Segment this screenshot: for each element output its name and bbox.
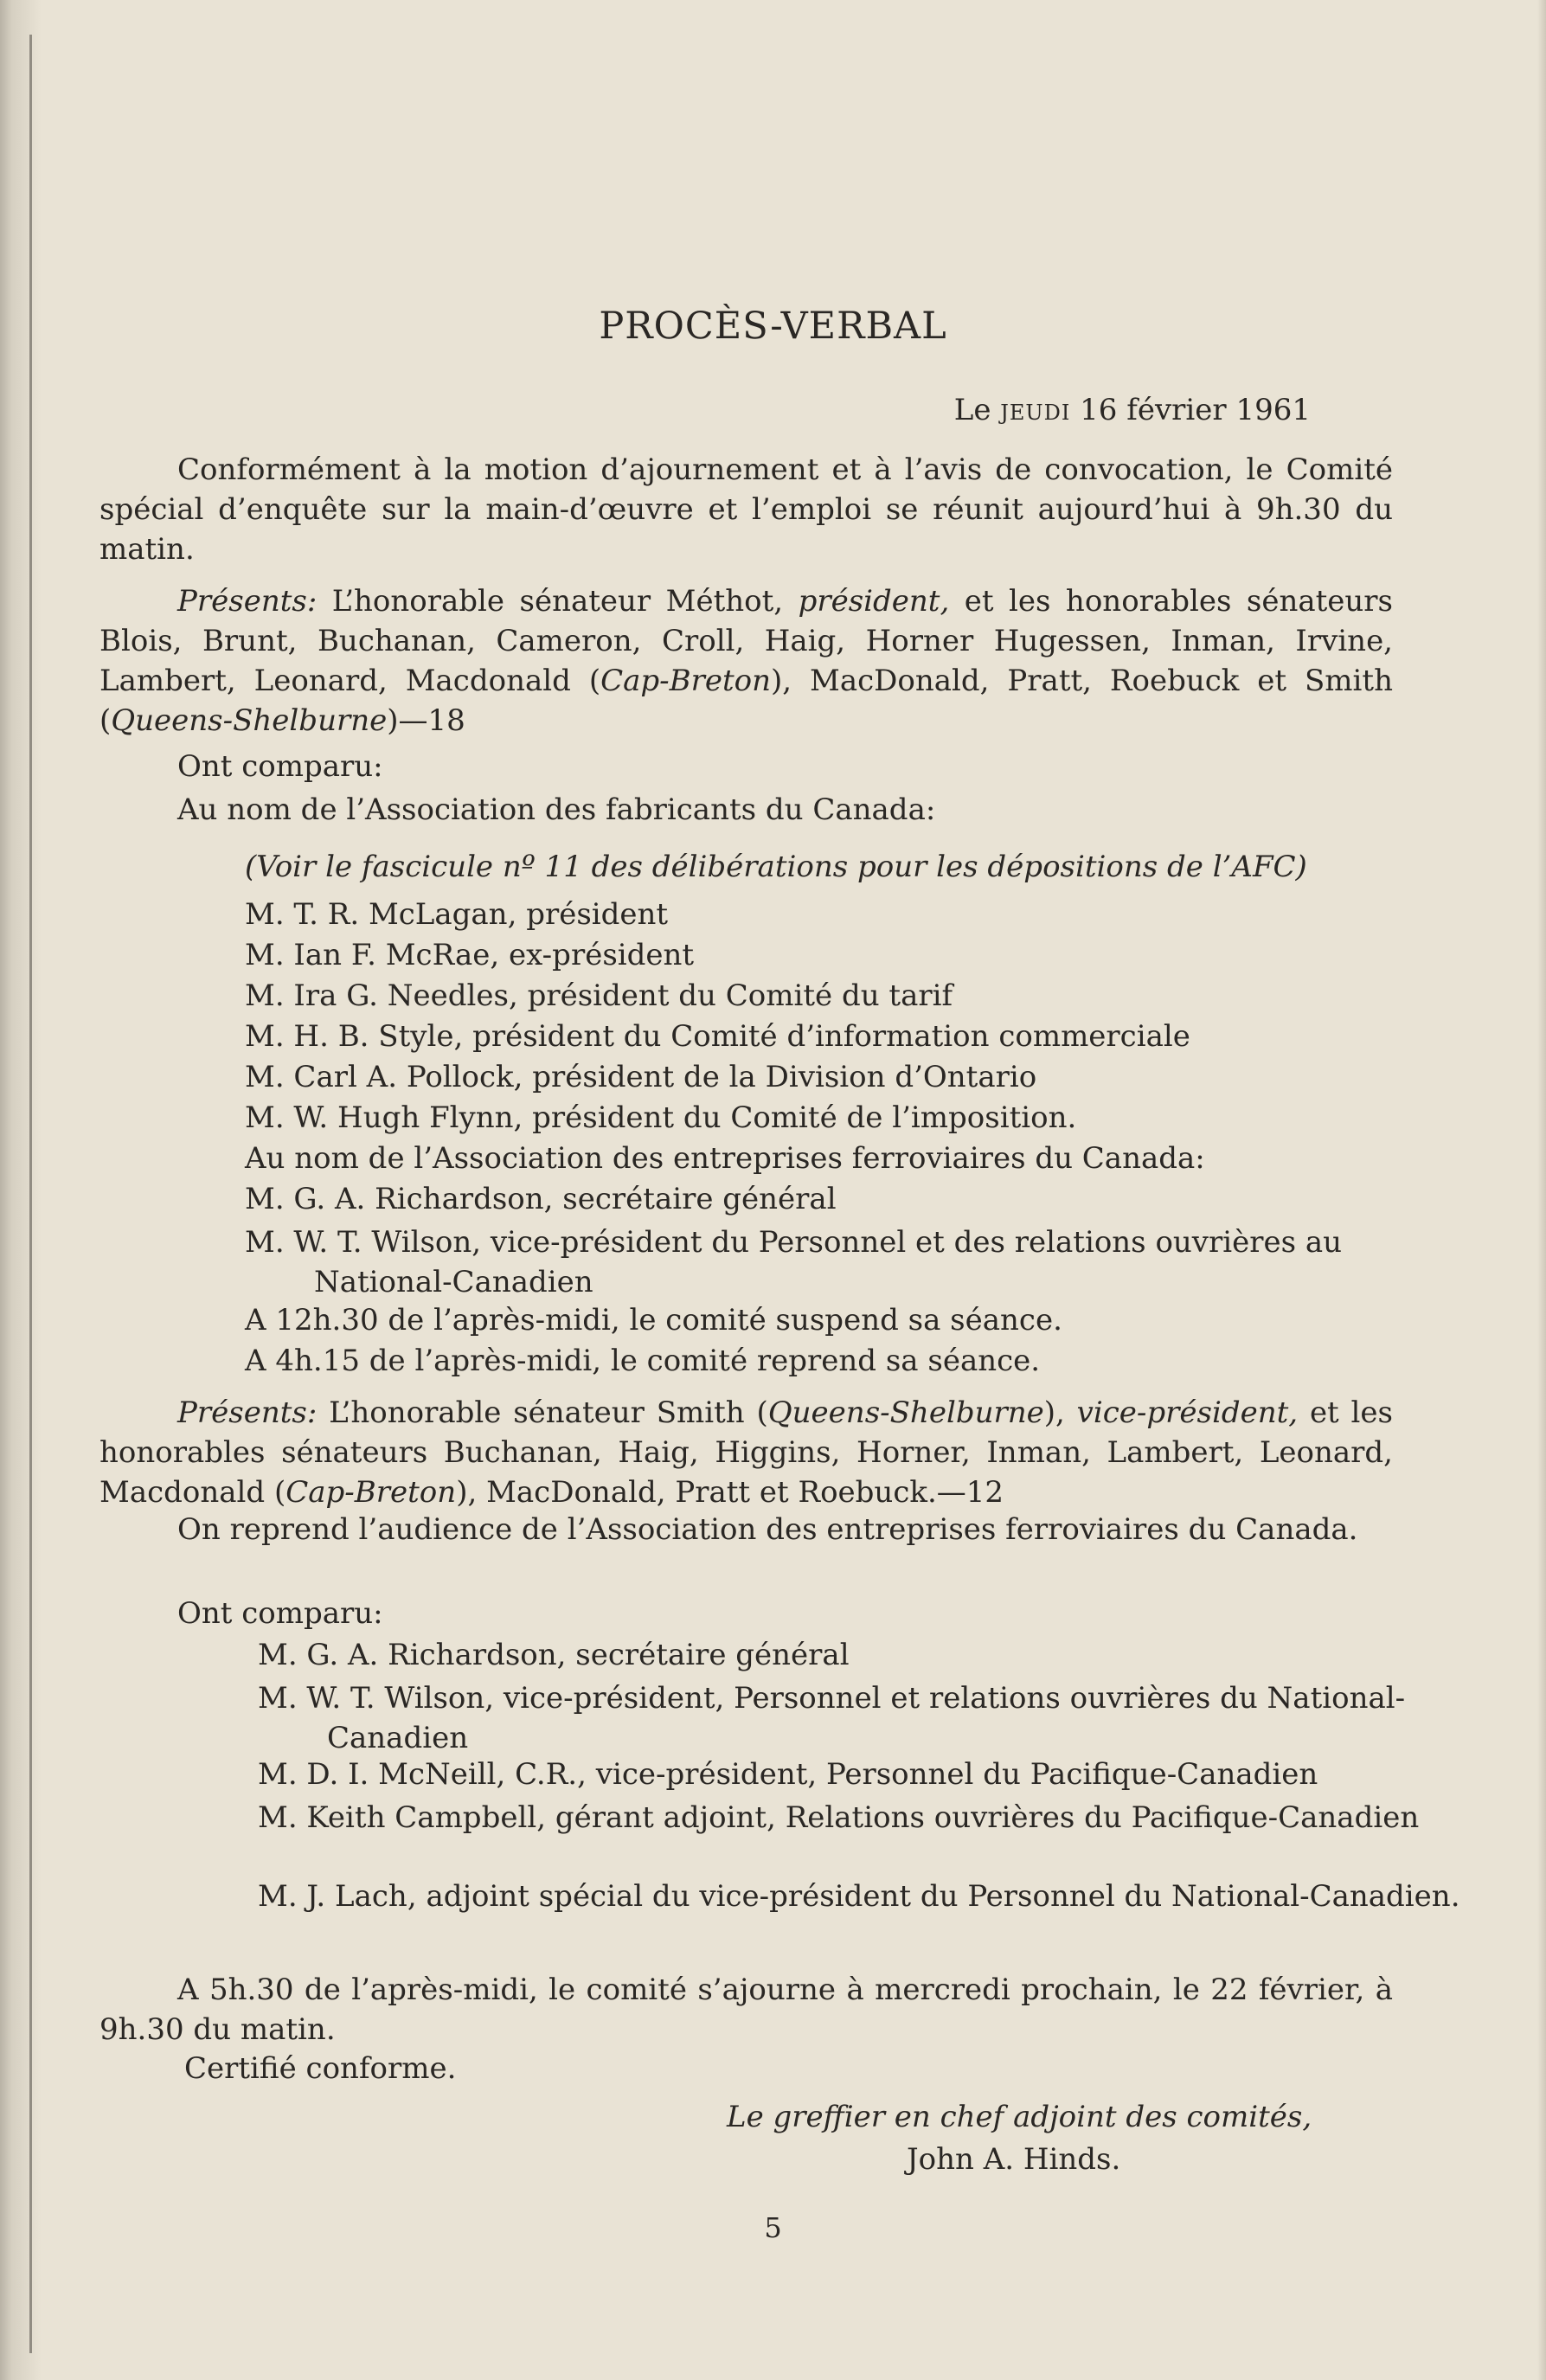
list-item: M. Ian F. McRae, ex-président (245, 938, 695, 972)
presents-paragraph-1 (99, 581, 1393, 741)
list-item: M. W. T. Wilson, vice-président, Personnel et relations ouvrières du National-Canadien (258, 1681, 1406, 1755)
signature-title: Le greffier en chef adjoint des comités, (727, 2100, 1312, 2134)
list-item: M. W. Hugh Flynn, président du Comité de l’imposition. (245, 1100, 1077, 1135)
adjourn-paragraph: A 5h.30 de l’après-midi, le comité s’ajourne à mercredi prochain, le 22 février, à 9h.30 du matin. (99, 1973, 1393, 2047)
list-item: M. Ira G. Needles, président du Comité du tarif (245, 978, 953, 1013)
association-rail: Au nom de l’Association des entreprises ferroviaires du Canada: (245, 1141, 1205, 1176)
reprend-paragraph: On reprend l’audience de l’Association des entreprises ferroviaires du Canada. (177, 1512, 1358, 1547)
presents-text: L’honorable sénateur Méthot, (317, 584, 799, 619)
list-item: M. D. I. McNeill, C.R., vice-président, Personnel du Pacifique-Canadien (258, 1757, 1318, 1792)
list-item: M. Keith Campbell, gérant adjoint, Relations ouvrières du Pacifique-Canadien (258, 1800, 1420, 1835)
presents-text: )—18 (387, 703, 465, 738)
date-rest: 16 février 1961 (1080, 393, 1311, 427)
resume-note: A 4h.15 de l’après-midi, le comité reprend sa séance. (245, 1344, 1041, 1378)
voir-note: (Voir le fascicule nº 11 des délibérations pour les dépositions de l’AFC) (245, 850, 1307, 884)
date-day: jeudi (1000, 393, 1071, 427)
presents-cap-breton: Cap-Breton (285, 1475, 457, 1510)
presents-cap-breton: Cap-Breton (600, 664, 772, 698)
certifie-conforme: Certifié conforme. (184, 2051, 457, 2086)
intro-paragraph: Conformément à la motion d’ajournement et à l’avis de convocation, le Comité spécial d’enquête sur la main-d’œuvre et l’emploi se réunit aujourd’hui à 9h.30 du matin. (99, 452, 1393, 567)
list-item: M. H. B. Style, président du Comité d’information commerciale (245, 1019, 1190, 1054)
page-number: 5 (764, 2211, 782, 2244)
list-item: M. J. Lach, adjoint spécial du vice-président du Personnel du National-Canadien. (258, 1879, 1460, 1914)
presents-text: ), (1043, 1395, 1077, 1430)
date-prefix: Le (953, 393, 991, 427)
ont-comparu-2: Ont comparu: (177, 1596, 383, 1631)
signature-name: John A. Hinds. (907, 2142, 1121, 2177)
list-item: M. W. T. Wilson, vice-président du Personnel et des relations ouvrières au National-Canadien (245, 1225, 1343, 1299)
presents-role: vice-président, (1076, 1395, 1299, 1430)
page-right-edge (1537, 0, 1546, 2380)
presents-text: ), MacDonald, Pratt, Roebuck et Smith ( (99, 664, 1393, 738)
ont-comparu-1: Ont comparu: (177, 749, 383, 784)
presents-role: président, (798, 584, 950, 619)
presents-text: ), MacDonald, Pratt et Roebuck.—12 (456, 1475, 1004, 1510)
association-afc: Au nom de l’Association des fabricants du Canada: (177, 792, 936, 827)
presents-text: L’honorable sénateur Smith ( (317, 1395, 768, 1430)
page-binding-line (29, 35, 32, 2353)
page-title: PROCÈS-VERBAL (599, 305, 947, 348)
list-item: M. G. A. Richardson, secrétaire général (258, 1638, 850, 1672)
suspend-note: A 12h.30 de l’après-midi, le comité suspend sa séance. (245, 1303, 1062, 1338)
meeting-date (954, 393, 1311, 427)
presents-queens: Queens-Shelburne (111, 703, 388, 738)
list-item: M. Carl A. Pollock, président de la Division d’Ontario (245, 1060, 1037, 1094)
presents-text: et les honorables sénateurs Blois, Brunt, Buchanan, Cameron, Croll, Haig, Horner Hugessen, Inman, Irvine, Lambert, Leonard, Macdonald ( (99, 584, 1393, 698)
page-binding-shadow (0, 0, 42, 2380)
presents-label: Présents: (177, 1395, 318, 1430)
presents-text: et les honorables sénateurs Buchanan, Haig, Higgins, Horner, Inman, Lambert, Leonard, Macdonald ( (99, 1395, 1393, 1510)
list-item: M. T. R. McLagan, président (245, 897, 669, 932)
presents-queens: Queens-Shelburne (767, 1395, 1044, 1430)
presents-paragraph-2 (99, 1393, 1393, 1512)
presents-label: Présents: (177, 584, 318, 619)
list-item: M. G. A. Richardson, secrétaire général (245, 1182, 837, 1216)
